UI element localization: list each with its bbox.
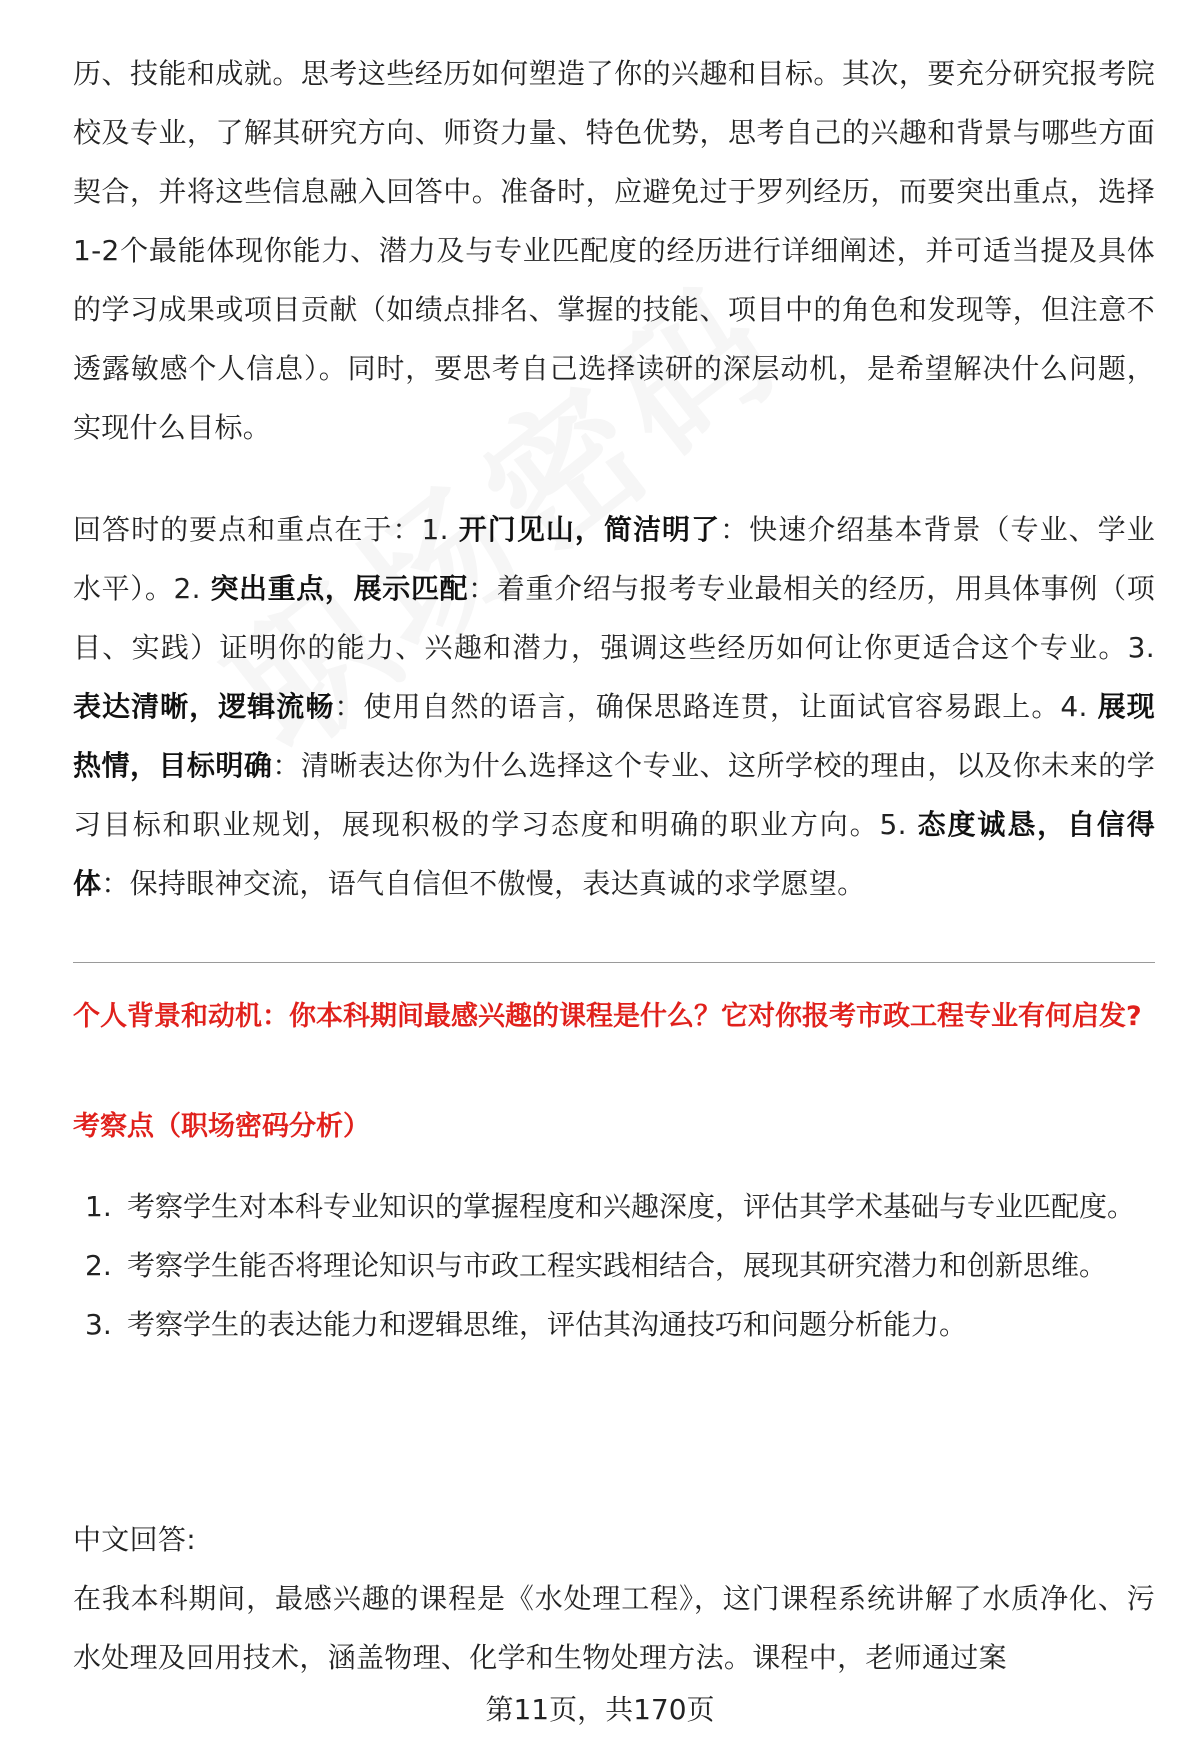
page-number: 第11页，共170页 bbox=[485, 1693, 715, 1726]
key-point-5-text: ：保持眼神交流，语气自信但不傲慢，表达真诚的求学愿望。 bbox=[101, 867, 866, 900]
focus-list-item: 3. 考察学生的表达能力和逻辑思维，评估其沟通技巧和问题分析能力。 bbox=[85, 1308, 968, 1341]
key-point-2-text: ：着重介绍与报考专业最相关的经历，用具体事例（项目、实践）证明你的能力、兴趣和潜力，强调这些经历如何让你更适合这个专业。3. bbox=[73, 572, 1156, 664]
focus-list-item: 2. 考察学生能否将理论知识与市政工程实践相结合，展现其研究潜力和创新思维。 bbox=[85, 1249, 1108, 1282]
focus-heading: 考察点（职场密码分析） bbox=[73, 1111, 370, 1142]
paragraph-preparation: 历、技能和成就。思考这些经历如何塑造了你的兴趣和目标。其次，要充分研究报考院校及专业，了解其研究方向、师资力量、特色优势，思考自己的兴趣和背景与哪些方面契合，并将这些信息融入回答中。准备时，应避免过于罗列经历，而要突出重点，选择1-2个最能体现你能力、潜力及与专业匹配度的经历进行详细阐述，并可适当提及具体的学习成果或项目贡献（如绩点排名、掌握的技能、项目中的角色和发现等，但注意不透露敏感个人信息）。同时，要思考自己选择读研的深层动机，是希望解决什么问题，实现什么目标。 bbox=[73, 57, 1155, 444]
paragraph-key-points bbox=[73, 500, 1155, 913]
answer-text: 在我本科期间，最感兴趣的课程是《水处理工程》，这门课程系统讲解了水质净化、污水处理及回用技术，涵盖物理、化学和生物处理方法。课程中，老师通过案 bbox=[73, 1582, 1155, 1674]
focus-list-item: 1. 考察学生对本科专业知识的掌握程度和兴趣深度，评估其学术基础与专业匹配度。 bbox=[85, 1190, 1136, 1223]
key-point-4-text: ：清晰表达你为什么选择这个专业、这所学校的理由，以及你未来的学习目标和职业规划，展现积极的学习态度和明确的职业方向。5. bbox=[73, 749, 1155, 841]
focus-list bbox=[73, 1177, 1155, 1354]
key-point-4-title: 展现热情，目标明确 bbox=[73, 690, 1155, 782]
key-point-2-title: 突出重点，展示匹配 bbox=[210, 572, 469, 605]
key-point-3-text: ：使用自然的语言，确保思路连贯，让面试官容易跟上。4. bbox=[334, 690, 1098, 723]
section-divider bbox=[73, 962, 1155, 963]
key-point-5-title: 态度诚恳，自信得体 bbox=[73, 808, 1155, 900]
key-points-intro: 回答时的要点和重点在于：1. bbox=[73, 513, 459, 546]
answer-label: 中文回答: bbox=[73, 1523, 196, 1556]
key-point-1-text: ：快速介绍基本背景（专业、学业水平）。2. bbox=[73, 513, 1155, 605]
key-point-1-title: 开门见山，简洁明了 bbox=[458, 513, 721, 546]
key-point-3-title: 表达清晰，逻辑流畅 bbox=[73, 690, 335, 723]
question-heading: 个人背景和动机：你本科期间最感兴趣的课程是什么？它对你报考市政工程专业有何启发? bbox=[73, 1001, 1142, 1032]
